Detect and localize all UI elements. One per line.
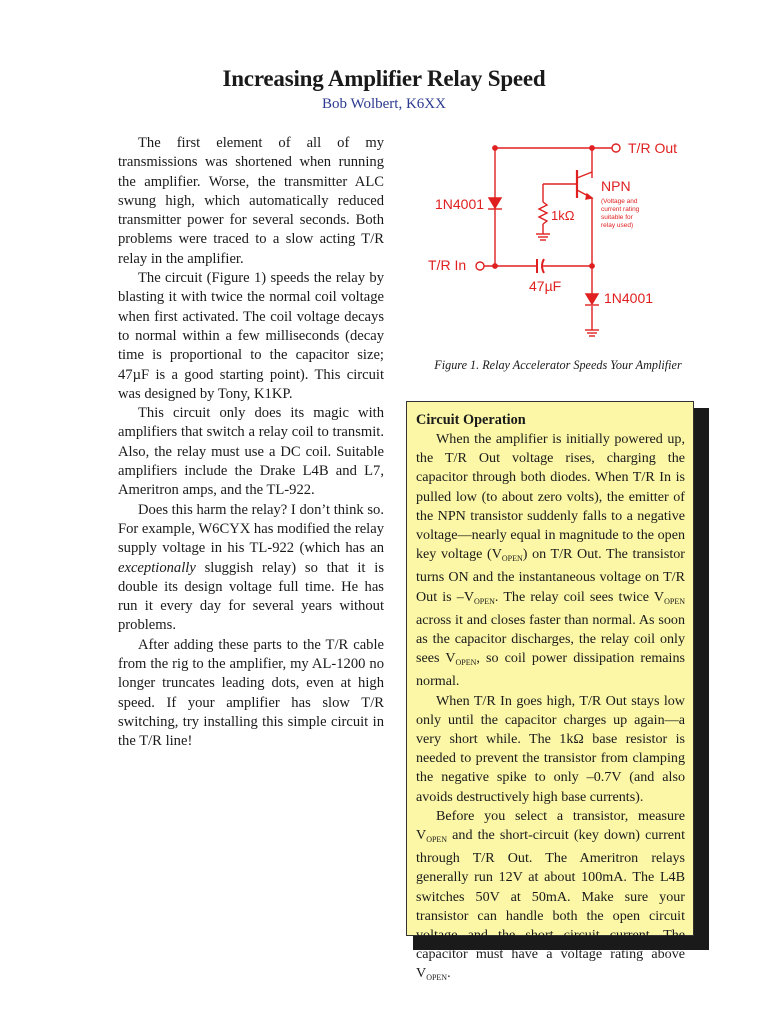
sidebar-heading: Circuit Operation [416, 412, 526, 428]
paragraph-2: The circuit (Figure 1) speeds the relay by blasting it with twice the normal coil voltage when first activated. The coil voltage decays to normal within a few milliseconds (decay time is proportional to the capacitor size; 47µF is a good starting point). This circuit was designed by Tony, K1KP. [118, 270, 384, 402]
subscript-open: OPEN [426, 973, 448, 983]
resistor-1k [539, 202, 547, 224]
article-body [118, 134, 384, 752]
diode-bottom-symbol [586, 294, 598, 304]
label-note-1: (Voltage and [601, 198, 638, 205]
subscript-open: OPEN [455, 658, 477, 668]
page-title: Increasing Amplifier Relay Speed [222, 66, 546, 91]
tr-out-terminal [612, 144, 620, 152]
label-capacitor: 47µF [529, 278, 562, 294]
paragraph-4: Does this harm the relay? I don’t think so. For example, W6CYX has modified the relay supply voltage in his TL-922 (which has an exceptionally sluggish relay) so that it is double its design voltage full time. He has run it every day for several years without problems. [118, 501, 385, 634]
subscript-open: OPEN [664, 596, 685, 606]
label-diode-bottom: 1N4001 [604, 290, 654, 306]
paragraph-1: The first element of all of my transmissions was shortened when running the amplifier. Worse, the transmitter ALC swung high, which automatically reduced transmitter power for several seconds. Both problems were traced to a slow acting T/R relay in the amplifier. [118, 135, 384, 267]
figure-caption: Figure 1. Relay Accelerator Speeds Your Amplifier [434, 358, 682, 372]
subscript-open: OPEN [426, 835, 448, 845]
label-tr-out: T/R Out [628, 140, 678, 156]
label-tr-in: T/R In [428, 257, 467, 273]
author-byline: Bob Wolbert, K6XX [322, 96, 446, 112]
subscript-open: OPEN [474, 596, 495, 606]
circuit-wires [476, 144, 620, 336]
label-diode-top: 1N4001 [435, 196, 485, 212]
sidebar-paragraph-2: When T/R In goes high, T/R Out stays low only until the capacitor charges up again—a very short while. The 1kΩ base resistor is needed to prevent the transistor from clamping the negative spike to only –0.7V (and also avoids destructively high base currents). [416, 692, 685, 805]
circuit-diagram [420, 130, 700, 350]
subscript-open: OPEN [501, 554, 523, 564]
label-resistor: 1kΩ [551, 208, 575, 223]
emphasis: exceptionally [118, 559, 196, 576]
label-note-3: suitable for [601, 214, 633, 221]
emitter-arrow [586, 194, 592, 199]
circuit-operation-box [406, 401, 694, 983]
paragraph-5: After adding these parts to the T/R cable from the rig to the amplifier, my AL-1200 no longer truncates leading dots, even at high speed. If your amplifier has slow T/R switching, try installing this simple circuit in the T/R line! [118, 636, 384, 750]
sidebar-paragraph-3: Before you select a transistor, measure $V_{OPEN}$ and the short-circuit (key down) current through T/R Out. The Ameritron relays generally run 12V at about 100mA. The L4B switches 50V at 50mA. Make sure your transistor can handle both the open circuit voltage and the short circuit current. The capacitor must have a voltage rating above $V_{OPEN}$. [416, 807, 685, 983]
sidebar-paragraph-1: When the amplifier is initially powered up, the T/R Out voltage rises, charging the capacitor through both diodes. When T/R In is pulled low (to about zero volts), the emitter of the NPN transistor suddenly falls to a negative voltage—nearly equal in magnitude to the open key voltage $(V_{OPEN})$ on T/R Out. The transistor turns ON and the instantaneous voltage on T/R Out is $-V_{OPEN}$. The relay coil sees twice $V_{OPEN}$ across it and closes faster than normal. As soon as the capacitor discharges, the relay coil only sees $V_{OPEN}$, so coil power dissipation remains normal. [416, 431, 685, 690]
label-npn: NPN [601, 178, 631, 194]
tr-in-terminal [476, 262, 484, 270]
paragraph-3: This circuit only does its magic with amplifiers that switch a relay coil to transmit. Also, the relay must use a DC coil. Suitable amplifiers include the Drake L4B and L7, Ameritron amps, and the TL-922. [118, 405, 384, 499]
label-note-4: relay used) [601, 222, 634, 229]
label-note-2: current rating [601, 206, 640, 213]
diode-top-symbol [489, 198, 501, 208]
